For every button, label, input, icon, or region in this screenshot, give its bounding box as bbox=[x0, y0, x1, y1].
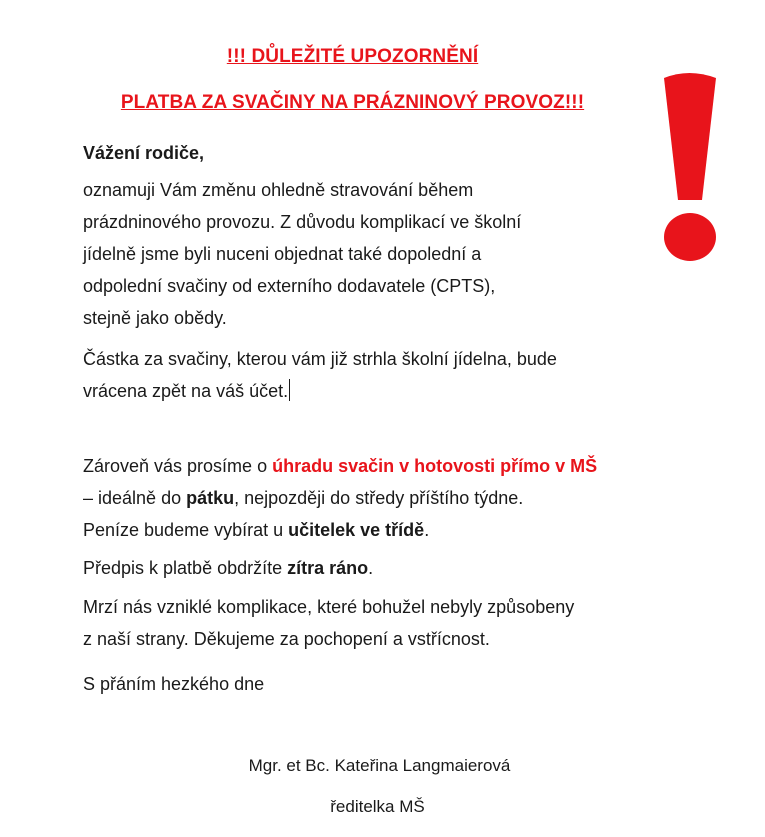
paragraph-line bbox=[83, 482, 723, 514]
text-segment: Předpis k platbě obdržíte bbox=[83, 558, 288, 578]
text-segment: . bbox=[424, 520, 430, 540]
highlight-cash-payment: úhradu svačin v hotovosti přímo v MŠ bbox=[272, 456, 598, 476]
closing-line: S přáním hezkého dne bbox=[83, 674, 265, 694]
text-cursor bbox=[289, 379, 290, 401]
highlight-teachers: učitelek ve třídě bbox=[288, 520, 425, 540]
highlight-tomorrow-morning: zítra ráno bbox=[287, 558, 369, 578]
paragraph-payment-slip bbox=[83, 552, 723, 584]
paragraph-line bbox=[83, 514, 723, 546]
paragraph-text: vrácena zpět na váš účet. bbox=[83, 381, 289, 401]
text-segment: Zároveň vás prosíme o bbox=[83, 456, 273, 476]
paragraph-announcement bbox=[83, 174, 723, 334]
paragraph-line: z naší strany. Děkujeme za pochopení a vstřícnost. bbox=[83, 629, 490, 649]
paragraph-line: Částka za svačiny, kterou vám již strhla školní jídelna, bude bbox=[83, 349, 557, 369]
highlight-friday: pátku bbox=[186, 488, 235, 508]
paragraph-refund bbox=[83, 343, 723, 407]
paragraph-line bbox=[83, 450, 723, 482]
paragraph-line: jídelně jsme byli nuceni objednat také dopolední a bbox=[83, 244, 482, 264]
text-segment: – ideálně do bbox=[83, 488, 187, 508]
paragraph-line: Mrzí nás vzniklé komplikace, které bohužel nebyly způsobeny bbox=[83, 597, 575, 617]
paragraph-apology bbox=[83, 591, 723, 655]
text-segment: , nejpozději do středy příštího týdne. bbox=[234, 488, 524, 508]
signature-name: Mgr. et Bc. Kateřina Langmaierová bbox=[248, 756, 511, 775]
heading-subject: PLATBA ZA SVAČINY NA PRÁZNINOVÝ PROVOZ!!! bbox=[120, 92, 585, 113]
signature-role: ředitelka MŠ bbox=[330, 797, 425, 816]
paragraph-line: odpolední svačiny od externího dodavatele (CPTS), bbox=[83, 276, 496, 296]
heading-warning: !!! DŮLEŽITÉ UPOZORNĚNÍ bbox=[226, 46, 479, 67]
paragraph-payment-request bbox=[83, 450, 723, 546]
text-segment: . bbox=[368, 558, 374, 578]
paragraph-line bbox=[83, 375, 723, 407]
greeting: Vážení rodiče, bbox=[83, 143, 205, 163]
text-segment: Peníze budeme vybírat u bbox=[83, 520, 289, 540]
paragraph-line: prázdninového provozu. Z důvodu komplikací ve školní bbox=[83, 212, 522, 232]
paragraph-line: oznamuji Vám změnu ohledně stravování během bbox=[83, 180, 474, 200]
paragraph-line: stejně jako obědy. bbox=[83, 308, 227, 328]
